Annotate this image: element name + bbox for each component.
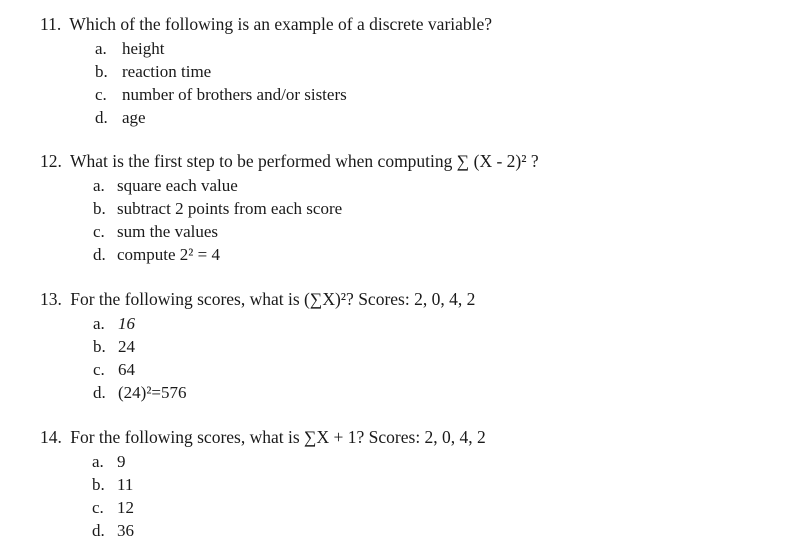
question-prompt: Which of the following is an example of a discrete variable? <box>69 14 493 34</box>
choice-letter: b. <box>93 199 106 218</box>
choice-text: age <box>122 108 146 127</box>
question-prompt: What is the first step to be performed when computing ∑ (X - 2)² ? <box>69 151 539 171</box>
choice-text: reaction time <box>122 62 212 81</box>
choice-letter: a. <box>95 39 107 58</box>
question-text <box>40 426 800 448</box>
choice-text: number of brothers and/or sisters <box>122 85 347 104</box>
choice-a <box>93 174 800 197</box>
choice-a <box>95 37 800 60</box>
question-text <box>40 288 800 310</box>
question-number: 11. <box>40 14 62 34</box>
choice-letter: b. <box>92 475 105 494</box>
choice-text: 36 <box>117 521 134 540</box>
choice-letter: c. <box>93 222 105 241</box>
choice-letter: d. <box>93 383 106 402</box>
choice-b <box>92 473 800 496</box>
choice-list <box>93 174 800 266</box>
choice-c <box>95 83 800 106</box>
choice-letter: d. <box>92 521 105 540</box>
choice-letter: d. <box>95 108 108 127</box>
choice-a <box>92 450 800 473</box>
choice-letter: a. <box>93 314 105 333</box>
choice-text: compute 2² = 4 <box>117 245 220 264</box>
choice-text: sum the values <box>117 222 219 241</box>
choice-a <box>93 312 800 335</box>
choice-c <box>93 358 800 381</box>
question-11 <box>40 13 800 129</box>
question-13 <box>40 288 800 404</box>
question-12 <box>40 150 800 266</box>
choice-c <box>93 220 800 243</box>
choice-list <box>95 37 800 129</box>
choice-letter: c. <box>95 85 107 104</box>
choice-text: (24)²=576 <box>118 383 187 402</box>
choice-d <box>93 243 800 266</box>
question-number: 13. <box>40 289 62 309</box>
choice-list <box>93 312 800 404</box>
choice-text: 9 <box>117 452 126 471</box>
choice-d <box>93 381 800 404</box>
choice-letter: a. <box>93 176 105 195</box>
choice-letter: b. <box>95 62 108 81</box>
question-text <box>40 13 800 35</box>
choice-text: height <box>122 39 165 58</box>
choice-text: 24 <box>118 337 135 356</box>
choice-d <box>92 519 800 542</box>
choice-text: 16 <box>118 314 135 333</box>
choice-d <box>95 106 800 129</box>
question-number: 12. <box>40 151 62 171</box>
choice-text: 64 <box>118 360 135 379</box>
choice-letter: b. <box>93 337 106 356</box>
choice-b <box>93 335 800 358</box>
choice-b <box>93 197 800 220</box>
choice-text: 12 <box>117 498 134 517</box>
choice-letter: a. <box>92 452 104 471</box>
question-text <box>40 150 800 172</box>
choice-text: 11 <box>117 475 134 494</box>
choice-letter: c. <box>93 360 105 379</box>
question-14 <box>40 426 800 542</box>
question-number: 14. <box>40 427 62 447</box>
choice-letter: d. <box>93 245 106 264</box>
choice-text: square each value <box>117 176 238 195</box>
choice-text: subtract 2 points from each score <box>117 199 343 218</box>
question-prompt: For the following scores, what is (∑X)²? Scores: 2, 0, 4, 2 <box>70 289 476 309</box>
choice-letter: c. <box>92 498 104 517</box>
choice-list <box>92 450 800 542</box>
choice-c <box>92 496 800 519</box>
question-prompt: For the following scores, what is ∑X + 1? Scores: 2, 0, 4, 2 <box>70 427 486 447</box>
choice-b <box>95 60 800 83</box>
